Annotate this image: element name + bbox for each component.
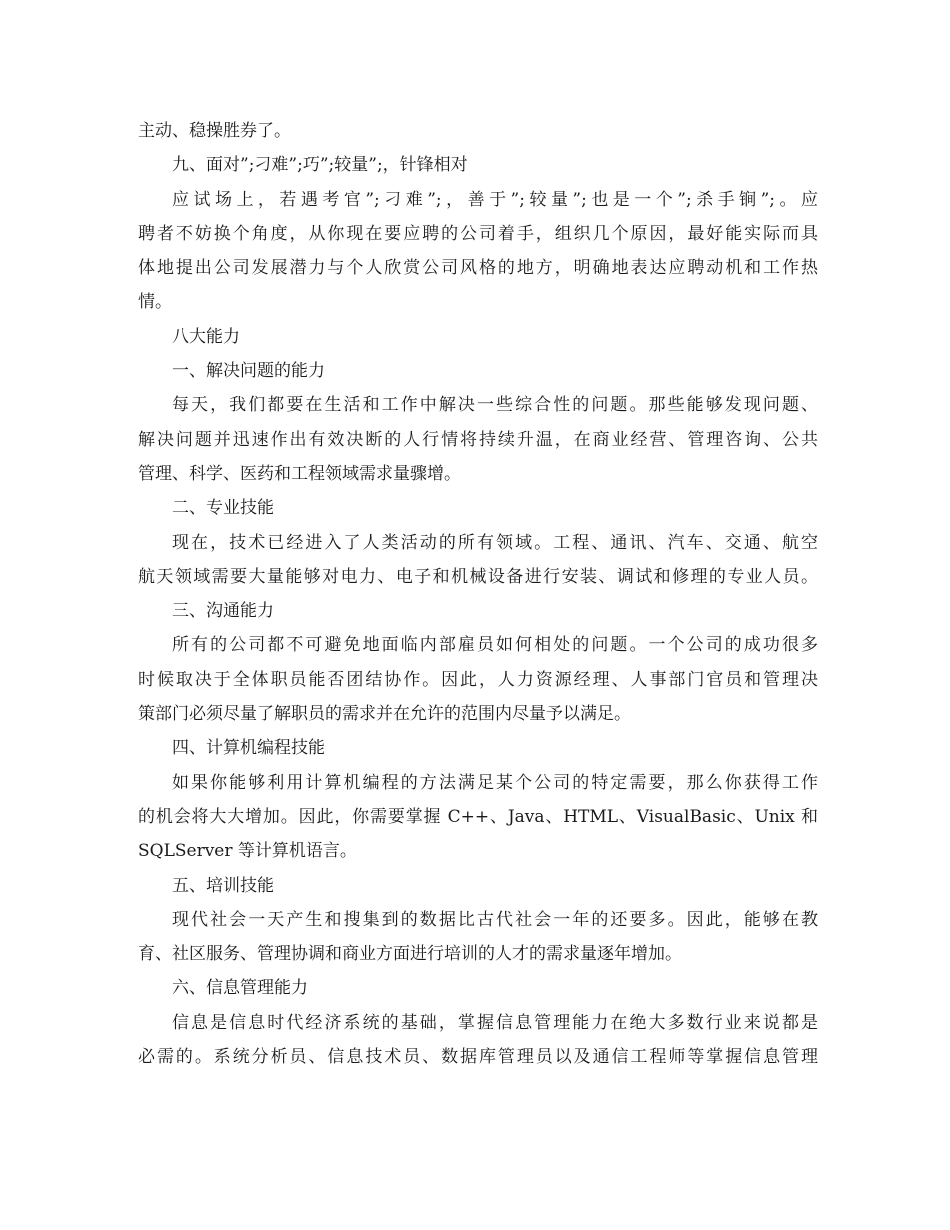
- text-line: 应试场上，若遇考官”;刁难”;，善于”;较量”;也是一个”;杀手锏”;。应: [172, 189, 818, 210]
- text-line: 航天领域需要大量能够对电力、电子和机械设备进行安装、调试和修理的专业人员。: [138, 566, 818, 587]
- text-line: 的机会将大大增加。因此，你需要掌握 C++、Java、HTML、VisualBasic、Unix 和: [138, 806, 818, 827]
- text-line: 聘者不妨换个角度，从你现在要应聘的公司着手，组织几个原因，最好能实际而具: [138, 223, 818, 244]
- document-page: [138, 114, 818, 1074]
- text-line: 信息是信息时代经济系统的基础，掌握信息管理能力在绝大多数行业来说都是: [172, 1012, 818, 1033]
- text-line: 策部门必须尽量了解职员的需求并在允许的范围内尽量予以满足。: [138, 704, 631, 725]
- text-line: 八大能力: [172, 326, 240, 347]
- text-line: 主动、稳操胜券了。: [138, 121, 291, 141]
- text-line: 时候取决于全体职员能否团结协作。因此，人力资源经理、人事部门官员和管理决: [138, 669, 818, 690]
- text-line: 五、培训技能: [172, 875, 274, 896]
- text-line: 现在，技术已经进入了人类活动的所有领域。工程、通讯、汽车、交通、航空: [172, 532, 818, 553]
- text-line: 四、计算机编程技能: [172, 738, 325, 759]
- text-line: 九、面对”;刁难”;巧”;较量”;，针锋相对: [172, 155, 468, 176]
- text-line: 二、专业技能: [172, 498, 274, 519]
- text-line: 六、信息管理能力: [172, 978, 308, 999]
- text-line: 现代社会一天产生和搜集到的数据比古代社会一年的还要多。因此，能够在教: [172, 909, 818, 930]
- text-line: 每天，我们都要在生活和工作中解决一些综合性的问题。那些能够发现问题、: [172, 395, 818, 416]
- text-line: SQLServer 等计算机语言。: [138, 841, 357, 862]
- text-line: 所有的公司都不可避免地面临内部雇员如何相处的问题。一个公司的成功很多: [172, 635, 818, 656]
- text-line: 育、社区服务、管理协调和商业方面进行培训的人才的需求量逐年增加。: [138, 944, 682, 965]
- text-line: 管理、科学、医药和工程领域需求量骤增。: [138, 463, 461, 484]
- text-line: 必需的。系统分析员、信息技术员、数据库管理员以及通信工程师等掌握信息管理: [138, 1047, 818, 1068]
- text-line: 解决问题并迅速作出有效决断的人行情将持续升温，在商业经营、管理咨询、公共: [138, 429, 818, 450]
- text-line: 三、沟通能力: [172, 601, 274, 622]
- text-line: 情。: [138, 292, 172, 313]
- text-line: 如果你能够利用计算机编程的方法满足某个公司的特定需要，那么你获得工作: [172, 772, 818, 793]
- text-line: 一、解决问题的能力: [172, 361, 325, 382]
- text-line: 体地提出公司发展潜力与个人欣赏公司风格的地方，明确地表达应聘动机和工作热: [138, 258, 818, 279]
